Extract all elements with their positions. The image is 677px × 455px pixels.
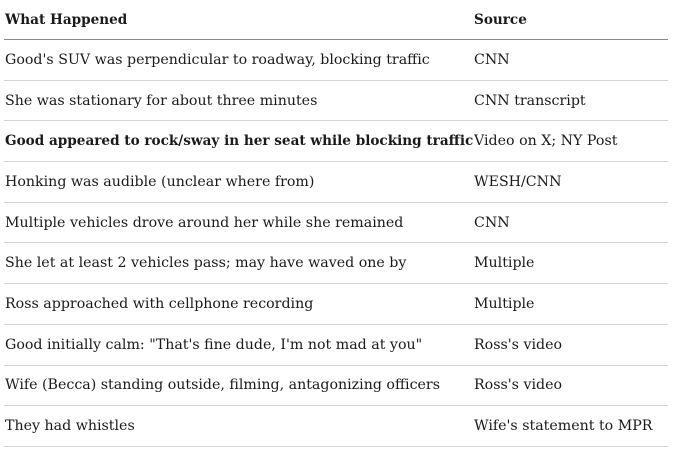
cell-what: Good appeared to rock/sway in her seat while blocking traffic xyxy=(5,133,474,150)
cell-what: Ross approached with cellphone recording xyxy=(5,295,314,312)
cell-source: Multiple xyxy=(474,295,535,312)
cell-source: Multiple xyxy=(474,255,535,272)
table-row xyxy=(4,40,668,81)
table-row xyxy=(4,366,668,407)
cell-what: Wife (Becca) standing outside, filming, antagonizing officers xyxy=(5,377,440,394)
header-source: Source xyxy=(474,11,527,28)
table-row xyxy=(4,203,668,244)
cell-what: Good's SUV was perpendicular to roadway, blocking traffic xyxy=(5,51,430,68)
cell-what: Good initially calm: "That's fine dude, I'm not mad at you" xyxy=(5,336,423,353)
cell-source: CNN xyxy=(474,51,510,68)
events-table xyxy=(4,0,668,447)
cell-source: Ross's video xyxy=(474,336,563,353)
table-row xyxy=(4,121,668,162)
header-what-happened: What Happened xyxy=(5,11,128,28)
cell-what: They had whistles xyxy=(5,418,135,435)
cell-what: Multiple vehicles drove around her while she remained xyxy=(5,214,404,231)
table-row xyxy=(4,284,668,325)
table-row xyxy=(4,243,668,284)
cell-what: She let at least 2 vehicles pass; may have waved one by xyxy=(5,255,407,272)
cell-source: CNN xyxy=(474,214,510,231)
cell-source: Wife's statement to MPR xyxy=(474,418,653,435)
cell-source: CNN transcript xyxy=(474,92,586,109)
table-row xyxy=(4,406,668,447)
table-header-row xyxy=(4,0,668,40)
cell-what: She was stationary for about three minutes xyxy=(5,92,318,109)
table-row xyxy=(4,162,668,203)
table-row xyxy=(4,325,668,366)
table-row xyxy=(4,81,668,122)
cell-what: Honking was audible (unclear where from) xyxy=(5,173,315,190)
cell-source: WESH/CNN xyxy=(474,173,562,190)
cell-source: Video on X; NY Post xyxy=(474,133,618,150)
cell-source: Ross's video xyxy=(474,377,563,394)
